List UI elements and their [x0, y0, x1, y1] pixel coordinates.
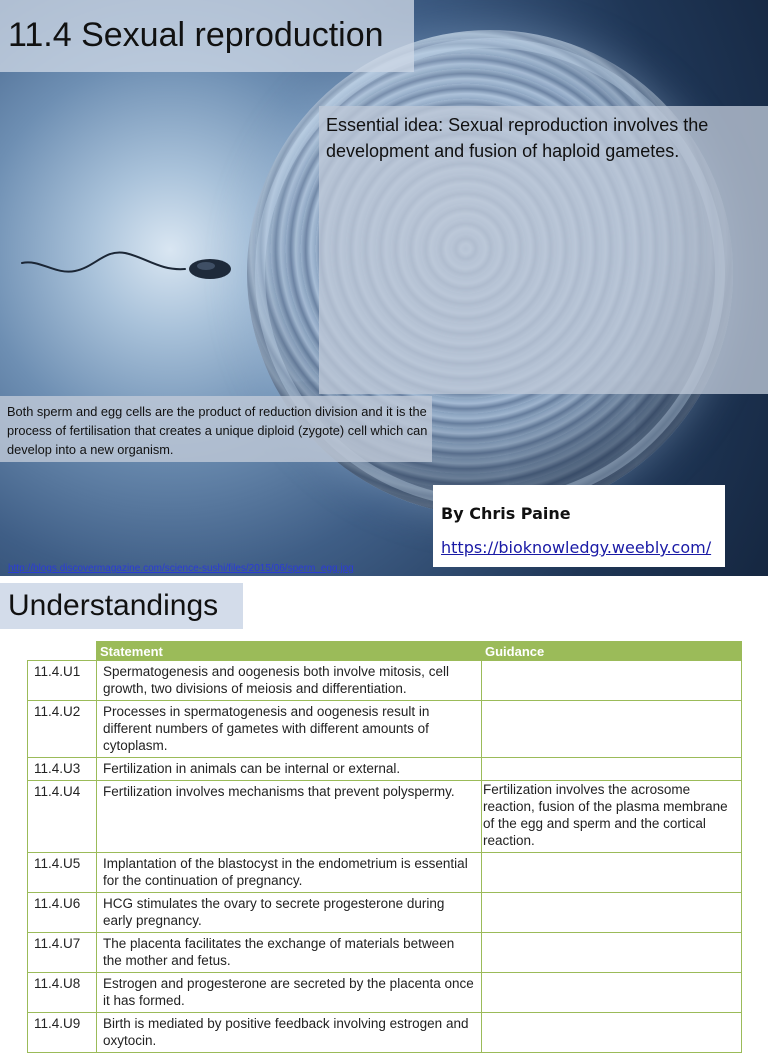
header-guidance: Guidance — [482, 642, 742, 661]
table-row — [28, 701, 742, 758]
row-code: 11.4.U4 — [28, 781, 97, 853]
row-statement: HCG stimulates the ovary to secrete progesterone during early pregnancy. — [97, 893, 482, 933]
table-row — [28, 758, 742, 781]
row-guidance — [482, 758, 742, 781]
summary-text: Both sperm and egg cells are the product of reduction division and it is the process of fertilisation that creates a unique diploid (zygote) cell which can develop into a new organism. — [7, 404, 428, 457]
slide-title: 11.4 Sexual reproduction — [8, 16, 384, 54]
row-code: 11.4.U5 — [28, 853, 97, 893]
row-statement: The placenta facilitates the exchange of materials between the mother and fetus. — [97, 933, 482, 973]
row-code: 11.4.U7 — [28, 933, 97, 973]
row-code: 11.4.U9 — [28, 1013, 97, 1053]
row-guidance — [482, 893, 742, 933]
essential-idea-text: Essential idea: Sexual reproduction involves the development and fusion of haploid gametes. — [326, 115, 709, 161]
row-guidance: Fertilization involves the acrosome reaction, fusion of the plasma membrane of the egg and sperm and the cortical reaction. — [482, 781, 742, 853]
title-box — [0, 0, 414, 72]
heading-box — [0, 583, 243, 629]
author-website-link[interactable]: https://bioknowledgy.weebly.com/ — [441, 538, 712, 557]
row-statement: Implantation of the blastocyst in the endometrium is essential for the continuation of pregnancy. — [97, 853, 482, 893]
row-code: 11.4.U1 — [28, 661, 97, 701]
author-card — [433, 485, 725, 567]
row-statement: Fertilization involves mechanisms that prevent polyspermy. — [97, 781, 482, 853]
image-source-link[interactable]: http://blogs.discovermagazine.com/science-sushi/files/2015/06/sperm_egg.jpg — [8, 563, 354, 574]
row-guidance — [482, 701, 742, 758]
row-guidance — [482, 853, 742, 893]
table-row — [28, 1013, 742, 1053]
row-statement: Processes in spermatogenesis and oogenesis result in different numbers of gametes with different amounts of cytoplasm. — [97, 701, 482, 758]
understandings-heading: Understandings — [8, 589, 219, 622]
row-guidance — [482, 973, 742, 1013]
row-guidance — [482, 933, 742, 973]
row-code: 11.4.U2 — [28, 701, 97, 758]
table-row — [28, 781, 742, 853]
row-code: 11.4.U6 — [28, 893, 97, 933]
table-row — [28, 853, 742, 893]
header-blank-cell — [28, 642, 97, 661]
table-row — [28, 973, 742, 1013]
sperm-cell-illustration — [20, 235, 240, 295]
author-name: By Chris Paine — [441, 504, 571, 523]
understandings-table — [27, 641, 742, 1053]
row-statement: Fertilization in animals can be internal or external. — [97, 758, 482, 781]
summary-box — [0, 396, 432, 462]
row-statement: Birth is mediated by positive feedback involving estrogen and oxytocin. — [97, 1013, 482, 1053]
table-row — [28, 893, 742, 933]
row-statement: Estrogen and progesterone are secreted by the placenta once it has formed. — [97, 973, 482, 1013]
row-code: 11.4.U3 — [28, 758, 97, 781]
table-header-row — [28, 642, 742, 661]
row-guidance — [482, 1013, 742, 1053]
header-statement: Statement — [97, 642, 482, 661]
row-code: 11.4.U8 — [28, 973, 97, 1013]
row-statement: Spermatogenesis and oogenesis both involve mitosis, cell growth, two divisions of meiosis and differentiation. — [97, 661, 482, 701]
table-row — [28, 661, 742, 701]
table-row — [28, 933, 742, 973]
understandings-slide — [0, 576, 768, 1048]
essential-idea-box — [319, 106, 768, 394]
row-guidance — [482, 661, 742, 701]
